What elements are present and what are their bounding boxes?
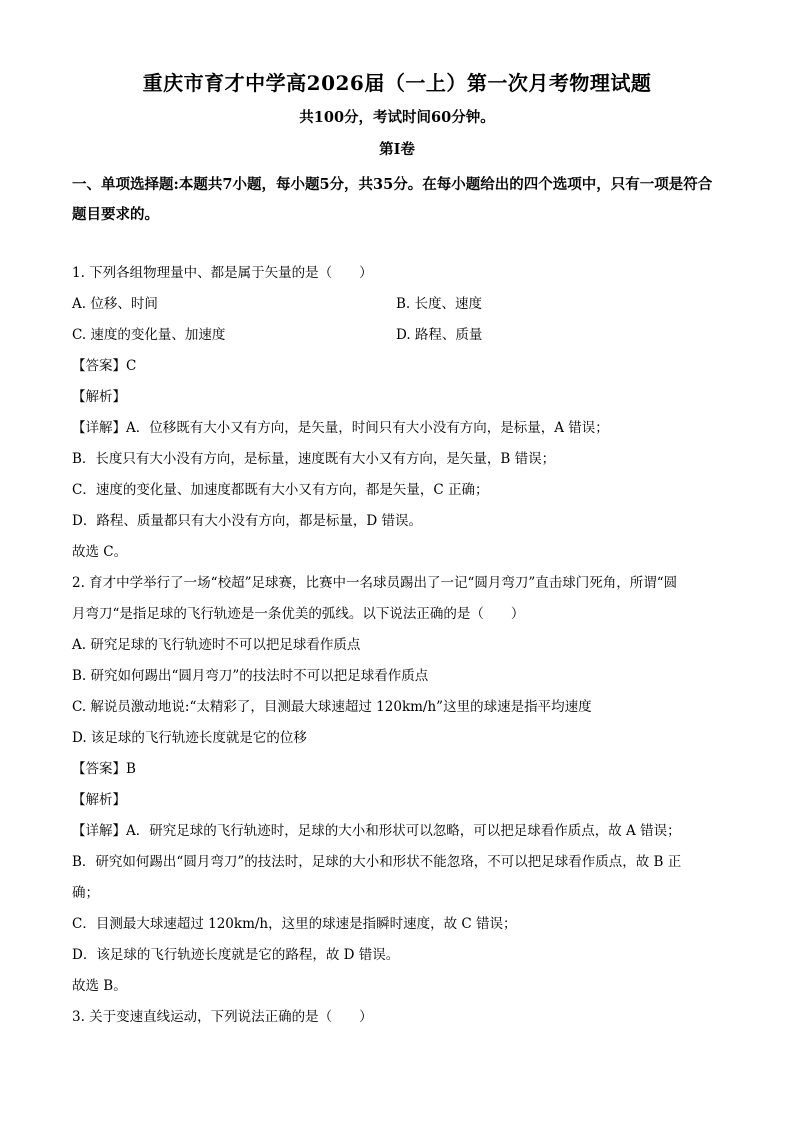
q1-option-a: A. 位移、时间 [72, 296, 158, 312]
q2-option-c: C. 解说员激动地说:“太精彩了，目测最大球速超过 120km/h”这里的球速是指平均速度 [72, 699, 592, 715]
q1-option-c: C. 速度的变化量、加速度 [72, 327, 226, 343]
q2-stem-line-1: 2. 育才中学举行了一场“校超”足球赛，比赛中一名球员踢出了一记“圆月弯刀”直击球门死角，所谓“圆 [72, 575, 678, 591]
q2-option-b: B. 研究如何踢出“圆月弯刀”的技法时不可以把足球看作质点 [72, 668, 429, 684]
q2-detail-d: D．该足球的飞行轨迹长度就是它的路程，故 D 错误。 [72, 947, 400, 963]
q2-option-d: D. 该足球的飞行轨迹长度就是它的位移 [72, 730, 307, 746]
q1-detail-d: D．路程、质量都只有大小没有方向，都是标量，D 错误。 [72, 513, 422, 529]
q2-answer: 【答案】B [72, 761, 136, 777]
q2-stem-line-2: 月弯刀“是指足球的飞行轨迹是一条优美的弧线。以下说法正确的是（ ） [72, 606, 525, 622]
q1-stem: 1. 下列各组物理量中、都是属于矢量的是（ ） [72, 265, 373, 281]
q3-stem: 3. 关于变速直线运动，下列说法正确的是（ ） [72, 1009, 373, 1025]
q1-option-b: B. 长度、速度 [396, 296, 483, 312]
volume-label: 第Ⅰ卷 [379, 141, 415, 158]
q1-detail-c: C．速度的变化量、加速度都既有大小又有方向，都是矢量，C 正确； [72, 482, 489, 498]
q2-analysis-label: 【解析】 [72, 792, 126, 808]
page-title: 重庆市育才中学高2026届（一上）第一次月考物理试题 [142, 71, 652, 95]
q1-option-d: D. 路程、质量 [396, 327, 483, 343]
q1-conclusion: 故选 C。 [72, 544, 128, 560]
q2-detail-b-line-1: B．研究如何踢出“圆月弯刀”的技法时，足球的大小和形状不能忽珞，不可以把足球看作质点，故 B 正 [72, 854, 682, 870]
q1-analysis-label: 【解析】 [72, 389, 126, 405]
q2-option-a: A. 研究足球的飞行轨迹时不可以把足球看作质点 [72, 637, 361, 653]
section-heading: 一、单项选择题:本题共7小题，每小题5分，共35分。在每小题给出的四个选项中，只有一项是符合题目要求的。 [72, 176, 713, 223]
q2-detail-a: 【详解】A．研究足球的飞行轨迹时，足球的大小和形状可以忽略，可以把足球看作质点，故 A 错误； [72, 823, 681, 839]
exam-info: 共100分，考试时间60分钟。 [299, 109, 495, 126]
q2-conclusion: 故选 B。 [72, 978, 127, 994]
q1-detail-b: B．长度只有大小没有方向，是标量，速度既有大小又有方向，是矢量，B 错误； [72, 451, 556, 467]
question-list [72, 258, 726, 1033]
q2-detail-c: C．目测最大球速超过 120km/h，这里的球速是指瞬时速度，故 C 错误； [72, 916, 517, 932]
q1-detail-a: 【详解】A．位移既有大小又有方向，是矢量，时间只有大小没有方向，是标量，A 错误； [72, 420, 609, 436]
q1-answer: 【答案】C [72, 358, 137, 374]
q2-detail-b-line-2: 确； [72, 885, 99, 901]
q1-options-row-1 [72, 289, 726, 320]
q1-options-row-2 [72, 320, 726, 351]
